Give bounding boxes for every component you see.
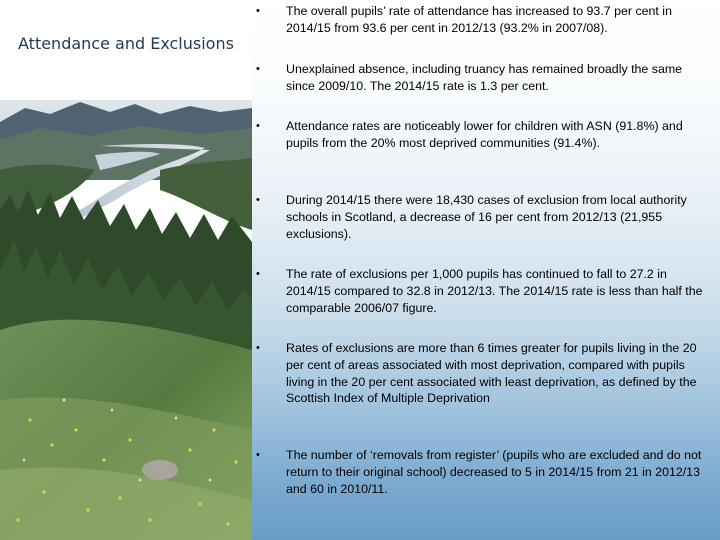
page-title: Attendance and Exclusions [18, 34, 234, 53]
bullet-icon: • [256, 63, 260, 75]
landscape-image [0, 100, 252, 540]
bullet-text: The number of ‘removals from register’ (pupils who are excluded and do not return to their original school) decreased to 5 in 2014/15 from 21 in 2012/13 and 60 in 2010/11. [286, 448, 702, 496]
text-panel [252, 0, 720, 540]
bullet-text: The overall pupils’ rate of attendance has increased to 93.7 per cent in 2014/15 from 93.6 per cent in 2012/13 (93.2% in 2007/08). [286, 4, 672, 35]
bullet-icon: • [256, 120, 260, 132]
bullet-text: Rates of exclusions are more than 6 times greater for pupils living in the 20 per cent of areas associated with most deprivation, compared with pupils living in the 20 per cent associated with least deprivation, as defined by the Scottish Index of Multiple Deprivation [286, 341, 697, 406]
bullet-icon: • [256, 268, 260, 280]
bullet-icon: • [256, 449, 260, 461]
bullet-icon: • [256, 5, 260, 17]
bullet-text: The rate of exclusions per 1,000 pupils has continued to fall to 27.2 in 2014/15 compared to 32.8 in 2012/13. The 2014/15 rate is less than half the comparable 2006/07 figure. [286, 267, 703, 315]
bullet-text: During 2014/15 there were 18,430 cases of exclusion from local authority schools in Scotland, a decrease of 16 per cent from 2012/13 (21,955 exclusions). [286, 193, 687, 241]
landscape-photo [0, 100, 252, 540]
bullet-text: Attendance rates are noticeably lower for children with ASN (91.8%) and pupils from the 20% most deprived communities (91.4%). [286, 119, 683, 150]
bullet-icon: • [256, 194, 260, 206]
bullet-text: Unexplained absence, including truancy has remained broadly the same since 2009/10. The 2014/15 rate is 1.3 per cent. [286, 62, 683, 93]
bullet-icon: • [256, 342, 260, 354]
